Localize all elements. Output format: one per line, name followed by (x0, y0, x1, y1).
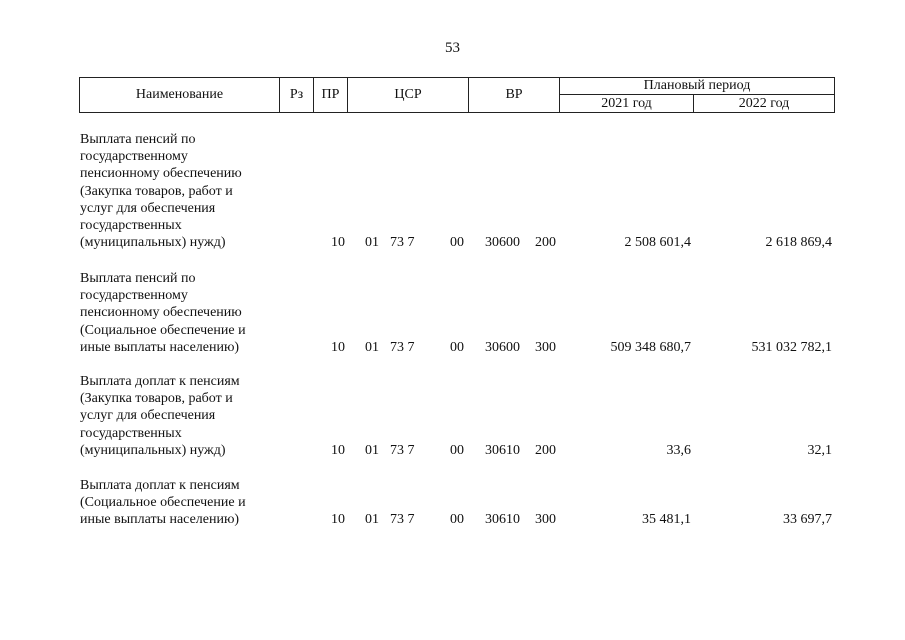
row-name-line: пенсионному обеспечению (80, 305, 242, 321)
row-amount-2021: 35 481,1 (642, 512, 691, 528)
row-name-line: (муниципальных) нужд) (80, 442, 226, 458)
row-name-line: государственному (80, 149, 188, 165)
row-csr-subprogram: 00 (450, 339, 464, 355)
table-row (80, 373, 834, 459)
row-name-line: (Социальное обеспечение и (80, 495, 246, 511)
row-csr-program: 73 7 (390, 339, 415, 355)
header-year-2021: 2021 год (560, 95, 694, 113)
row-csr-direction: 30600 (485, 235, 520, 251)
row-name-line: государственных (80, 218, 182, 234)
row-csr-direction: 30610 (485, 442, 520, 458)
row-csr-program: 73 7 (390, 235, 415, 251)
row-amount-2022: 531 032 782,1 (751, 339, 832, 355)
row-rz: 10 (331, 339, 345, 355)
row-rz: 10 (331, 235, 345, 251)
row-pr: 01 (365, 512, 379, 528)
row-name-line: пенсионному обеспечению (80, 166, 242, 182)
row-csr-program: 73 7 (390, 442, 415, 458)
row-csr-program: 73 7 (390, 512, 415, 528)
table-row (80, 477, 834, 529)
row-amount-2022: 2 618 869,4 (765, 235, 832, 251)
row-name-line: (Социальное обеспечение и (80, 322, 246, 338)
row-vr: 300 (535, 339, 556, 355)
table-row (80, 131, 834, 251)
row-name (80, 477, 280, 529)
header-name: Наименование (80, 78, 280, 113)
row-name-line: услуг для обеспечения (80, 408, 216, 424)
row-csr-direction: 30610 (485, 512, 520, 528)
row-csr-subprogram: 00 (450, 442, 464, 458)
row-rz: 10 (331, 512, 345, 528)
row-amount-2022: 33 697,7 (783, 512, 832, 528)
row-rz: 10 (331, 442, 345, 458)
row-name-line: услуг для обеспечения (80, 200, 216, 216)
row-name-line: Выплата пенсий по (80, 132, 196, 147)
row-vr: 200 (535, 235, 556, 251)
row-name (80, 373, 280, 459)
row-name-line: (Закупка товаров, работ и (80, 183, 233, 199)
row-name-line: Выплата пенсий по (80, 271, 196, 286)
header-rz: Рз (280, 78, 314, 113)
row-name-line: государственных (80, 425, 182, 441)
row-name-line: (Закупка товаров, работ и (80, 391, 233, 407)
table-header (79, 77, 835, 113)
row-amount-2021: 33,6 (666, 442, 691, 458)
row-name-line: (муниципальных) нужд) (80, 235, 226, 251)
row-pr: 01 (365, 235, 379, 251)
row-name (80, 270, 280, 356)
row-amount-2022: 32,1 (807, 442, 832, 458)
header-planned-period: Плановый период (560, 78, 835, 95)
table-row (80, 270, 834, 356)
row-pr: 01 (365, 442, 379, 458)
header-vr: ВР (469, 78, 560, 113)
row-vr: 200 (535, 442, 556, 458)
header-csr: ЦСР (348, 78, 469, 113)
row-amount-2021: 509 348 680,7 (610, 339, 691, 355)
row-name-line: иные выплаты населению) (80, 512, 240, 528)
row-csr-subprogram: 00 (450, 512, 464, 528)
row-name (80, 131, 280, 251)
row-csr-subprogram: 00 (450, 235, 464, 251)
row-name-line: Выплата доплат к пенсиям (80, 478, 240, 493)
row-amount-2021: 2 508 601,4 (624, 235, 691, 251)
row-name-line: государственному (80, 288, 188, 304)
row-vr: 300 (535, 512, 556, 528)
row-csr-direction: 30600 (485, 339, 520, 355)
row-name-line: Выплата доплат к пенсиям (80, 374, 240, 389)
row-pr: 01 (365, 339, 379, 355)
page-number: 53 (445, 40, 460, 56)
header-year-2022: 2022 год (694, 95, 835, 113)
row-name-line: иные выплаты населению) (80, 339, 240, 355)
header-pr: ПР (314, 78, 348, 113)
